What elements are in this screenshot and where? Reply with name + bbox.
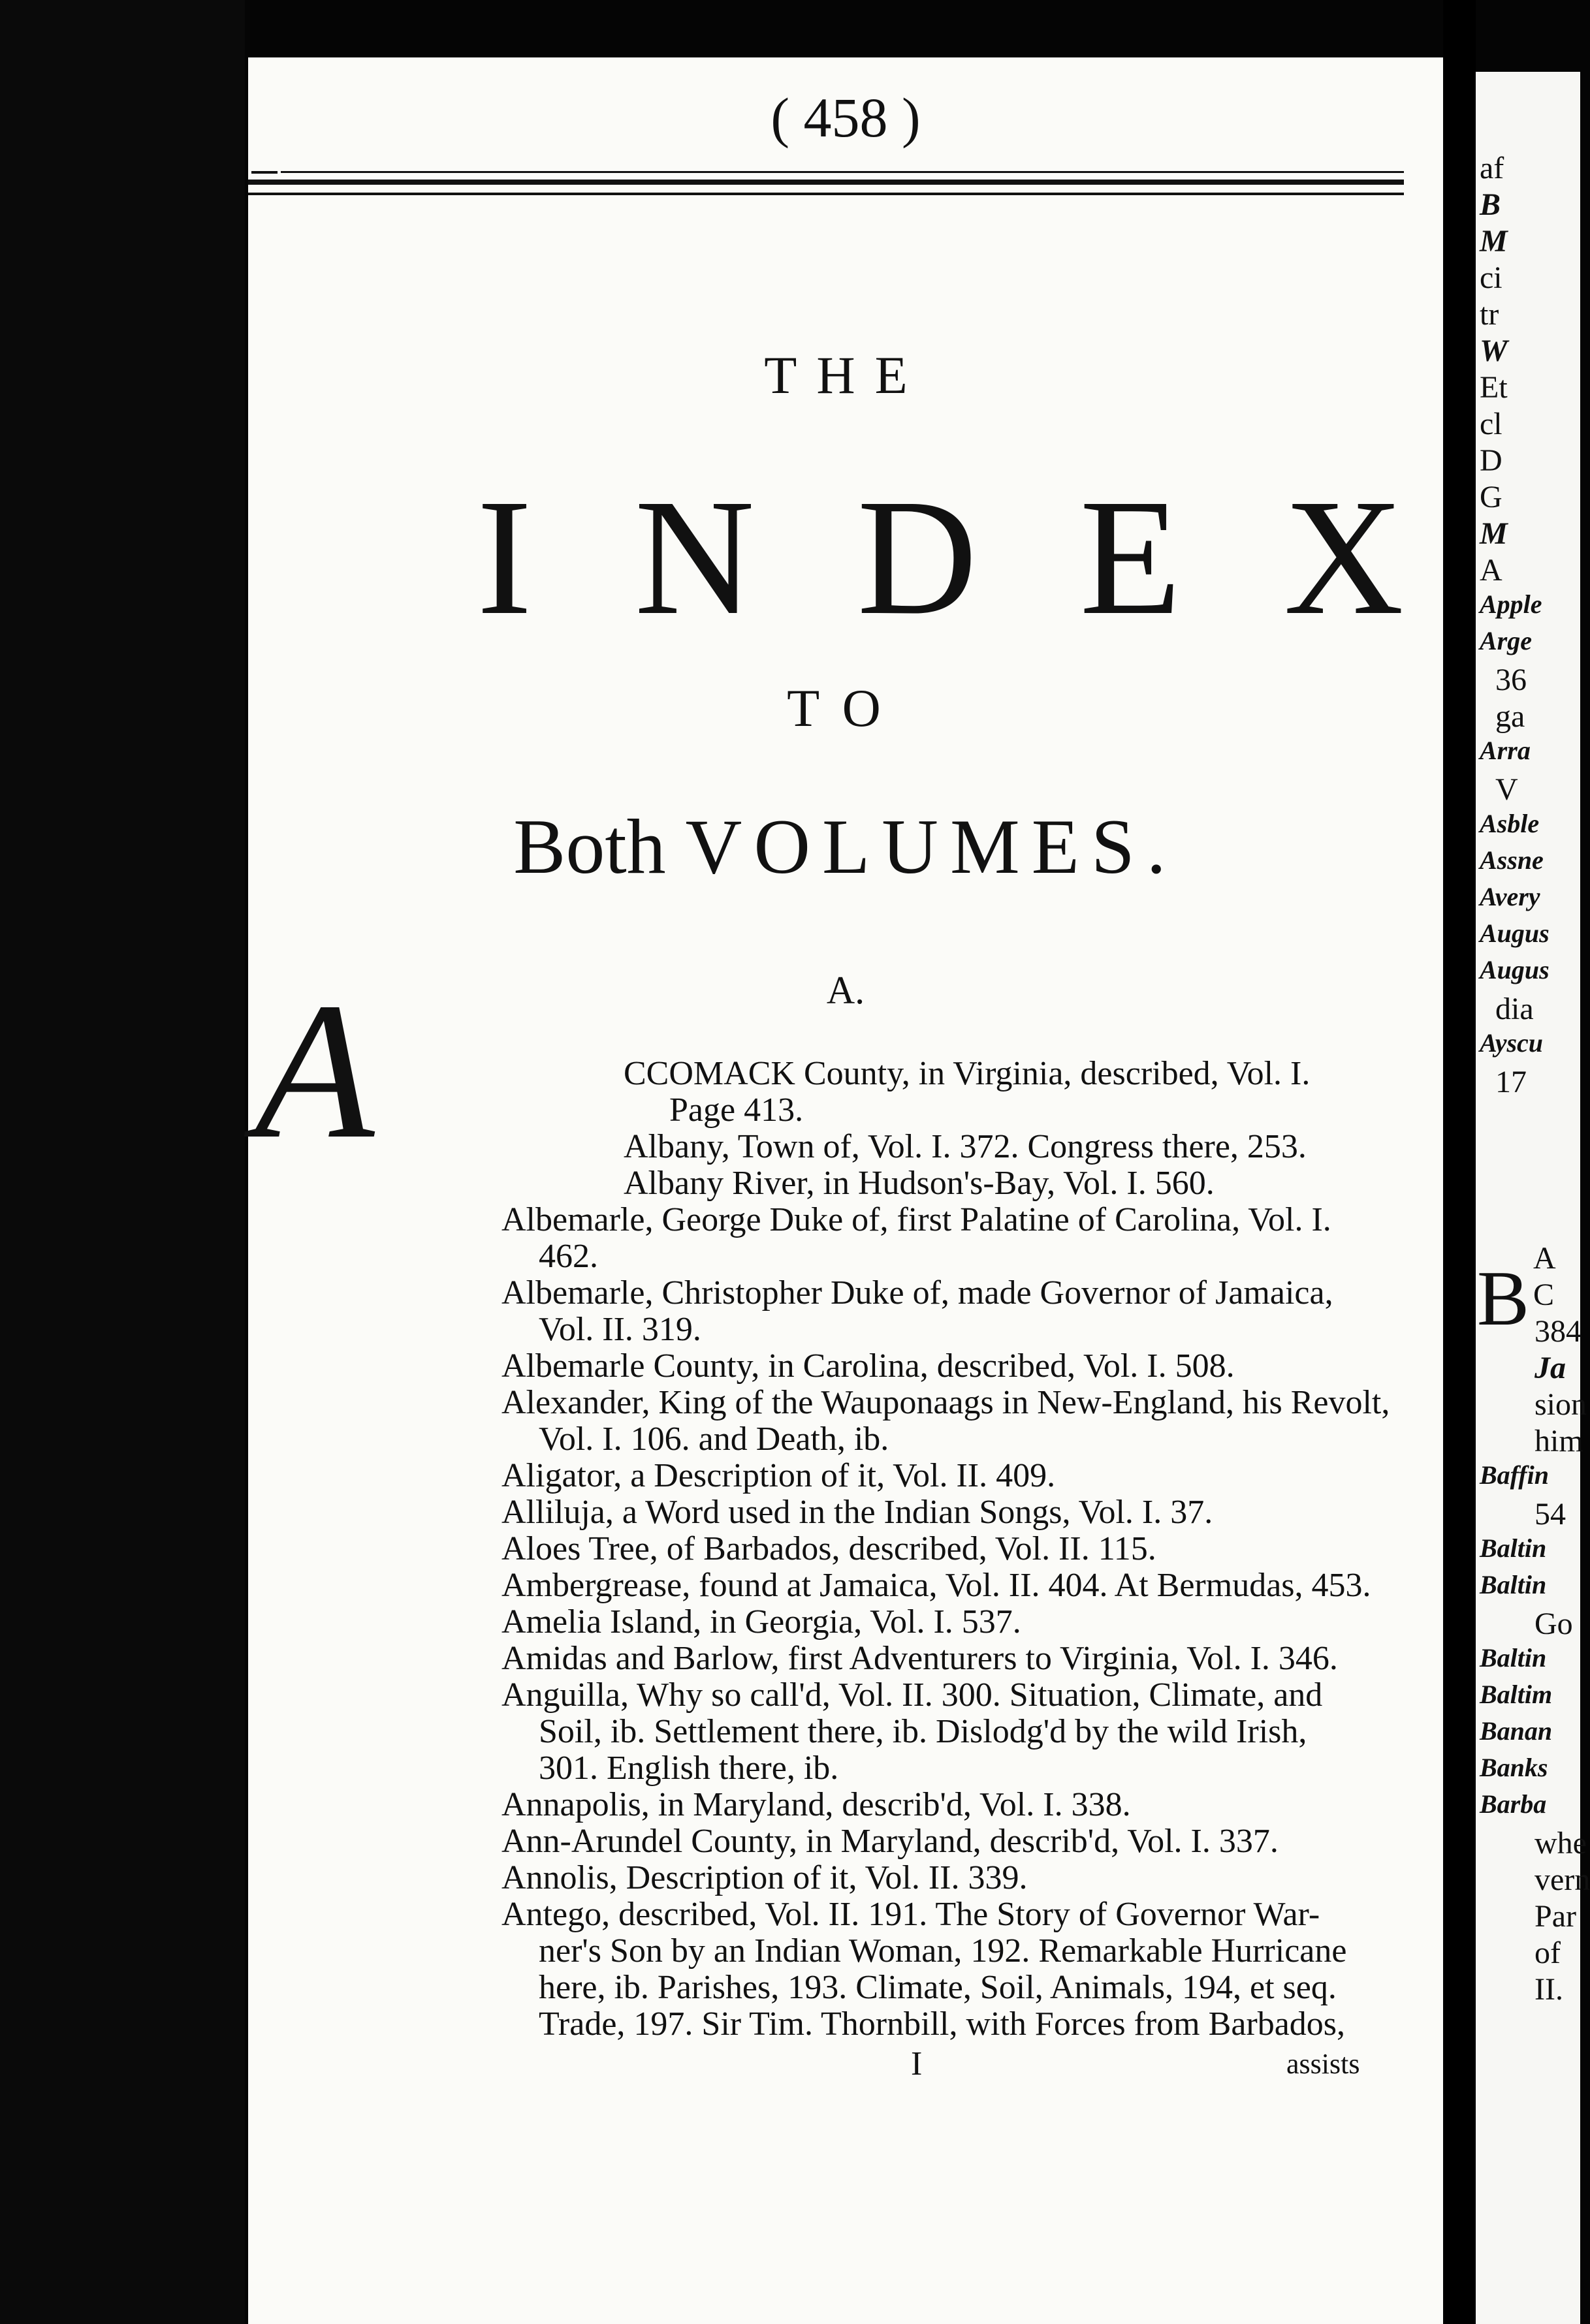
adjacent-page-text: vern [1534,1862,1590,1897]
adjacent-page-text: 54 [1534,1497,1566,1531]
catchword: assists [1286,2048,1360,2080]
adjacent-page-text: M [1480,224,1508,259]
adjacent-page-text: of [1534,1936,1561,1970]
index-entry-line: Albany, Town of, Vol. I. 372. Congress there, 253. [624,1128,1307,1165]
index-entry-line: Aloes Tree, of Barbados, described, Vol. II. 115. [501,1530,1156,1567]
title-index-letter: D [857,465,978,650]
title-to: TO [787,678,904,738]
title-both: Both [513,803,666,890]
adjacent-page-fragment [1476,72,1590,2324]
adjacent-page-text: cl [1480,407,1503,441]
index-entry-line: Albany River, in Hudson's-Bay, Vol. I. 560. [624,1165,1215,1202]
adjacent-page-text: Arra [1480,736,1531,765]
index-entry-line: Vol. I. 106. and Death, ib. [539,1421,889,1458]
adjacent-page-text: Augus [1480,919,1550,948]
adjacent-page-text: A [1533,1241,1556,1276]
title-both-volumes [248,802,1443,892]
index-entry-line: here, ib. Parishes, 193. Climate, Soil, Animals, 194, et seq. [539,1969,1337,2006]
adjacent-page-text: Barba [1480,1789,1547,1819]
adjacent-page-text: whe [1534,1826,1587,1861]
adjacent-page-text: Asble [1480,809,1540,838]
index-page [248,57,1443,2324]
adjacent-page-text: Par [1534,1899,1576,1934]
index-entry-line: Amelia Island, in Georgia, Vol. I. 537. [501,1603,1021,1641]
index-entry-line: ner's Son by an Indian Woman, 192. Remarkable Hurricane [539,1932,1347,1970]
title-index-letter: X [1283,465,1404,650]
adjacent-page-text: Banks [1480,1753,1548,1782]
adjacent-page-text: sion [1534,1387,1587,1422]
index-entry-line: CCOMACK County, in Virginia, described, Vol. I. [624,1055,1311,1092]
index-entry-line: Annapolis, in Maryland, describ'd, Vol. I. 338. [501,1786,1131,1823]
adjacent-page-text: C [1533,1278,1555,1312]
index-entry-line: Albemarle, Christopher Duke of, made Governor of Jamaica, [501,1274,1333,1311]
adjacent-page-text: Banan [1480,1716,1553,1746]
adjacent-page-text: Baltim [1480,1680,1553,1709]
adjacent-page-text: Baffin [1480,1460,1549,1490]
adjacent-page-text: dia [1495,992,1534,1026]
adjacent-page-text: Arge [1480,626,1532,655]
index-entry-line: Alexander, King of the Wauponaags in New-England, his Revolt, [501,1384,1390,1421]
adjacent-page-text: V [1495,772,1518,807]
adjacent-page-text: Augus [1480,955,1550,984]
adjacent-page-text: Go [1534,1607,1573,1641]
page-number: ( 458 ) [771,86,921,149]
header-rule-tick [251,171,278,174]
title-the: THE [764,345,927,405]
adjacent-page-text: tr [1480,297,1499,332]
adjacent-page-dropcap: B [1477,1255,1530,1342]
adjacent-page-text: Avery [1480,882,1540,911]
adjacent-page-text: ga [1495,699,1525,734]
adjacent-page-text: Baltin [1480,1643,1547,1672]
title-volumes: VOLUMES. [685,803,1178,890]
index-entry-line: 462. [539,1238,598,1275]
scan-margin-left [0,0,245,2324]
adjacent-page-text: W [1480,334,1508,368]
adjacent-page-text: II. [1534,1972,1563,2007]
header-rule-thin [248,193,1404,195]
title-index [477,462,1404,653]
adjacent-page-text: A [1480,553,1503,588]
index-entry-line: Trade, 197. Sir Tim. Thornbill, with Forces from Barbados, [539,2005,1346,2043]
index-entry-line: Ambergrease, found at Jamaica, Vol. II. 404. At Bermudas, 453. [501,1567,1371,1604]
index-entry-line: Annolis, Description of it, Vol. II. 339. [501,1859,1028,1896]
adjacent-page-text: Assne [1480,845,1544,875]
header-rule-thick [248,180,1404,185]
adjacent-page-text: D [1480,443,1503,478]
adjacent-page-text: 36 [1495,663,1527,697]
section-letter: A. [826,969,865,1012]
adjacent-page-text: G [1480,480,1503,514]
adjacent-page-text: Baltin [1480,1570,1547,1599]
adjacent-page-text: him [1534,1424,1583,1458]
index-entry-line: Aligator, a Description of it, Vol. II. 409. [501,1457,1056,1494]
index-entry-line: Vol. II. 319. [539,1311,701,1348]
adjacent-page-text: Apple [1480,589,1542,619]
adjacent-page-text: Ayscu [1480,1028,1544,1058]
adjacent-page-text: Et [1480,370,1508,405]
index-entry-line: Soil, ib. Settlement there, ib. Dislodg'd by the wild Irish, [539,1713,1307,1750]
index-entry-line: Albemarle, George Duke of, first Palatine of Carolina, Vol. I. [501,1201,1331,1238]
adjacent-page-text: af [1480,151,1504,185]
book-gutter [1443,0,1476,2324]
index-entry-line: Ann-Arundel County, in Maryland, describ'd, Vol. I. 337. [501,1823,1279,1860]
index-entry-line: 301. English there, ib. [539,1750,839,1787]
index-entry-line: Albemarle County, in Carolina, described, Vol. I. 508. [501,1347,1235,1385]
drop-cap: A [255,962,375,1179]
index-entry-line: Alliluja, a Word used in the Indian Songs, Vol. I. 37. [501,1494,1213,1531]
adjacent-page-text: 17 [1495,1065,1527,1099]
adjacent-page-text: M [1480,516,1508,551]
adjacent-page-text: 384 [1534,1314,1582,1349]
header-rule-top [281,171,1404,173]
adjacent-page-text: Baltin [1480,1533,1547,1563]
adjacent-page-text: B [1480,187,1501,222]
title-index-letter: N [634,465,755,650]
index-entry-line: Antego, described, Vol. II. 191. The Story of Governor War- [501,1896,1320,1933]
signature-mark: I [911,2045,923,2082]
title-index-letter: I [477,465,532,650]
title-index-letter: E [1079,465,1182,650]
index-entry-line: Page 413. [669,1091,804,1129]
adjacent-page-text: ci [1480,260,1503,295]
index-entry-line: Anguilla, Why so call'd, Vol. II. 300. Situation, Climate, and [501,1676,1323,1714]
index-entry-line: Amidas and Barlow, first Adventurers to Virginia, Vol. I. 346. [501,1640,1338,1677]
adjacent-page-text: Ja [1534,1351,1566,1385]
